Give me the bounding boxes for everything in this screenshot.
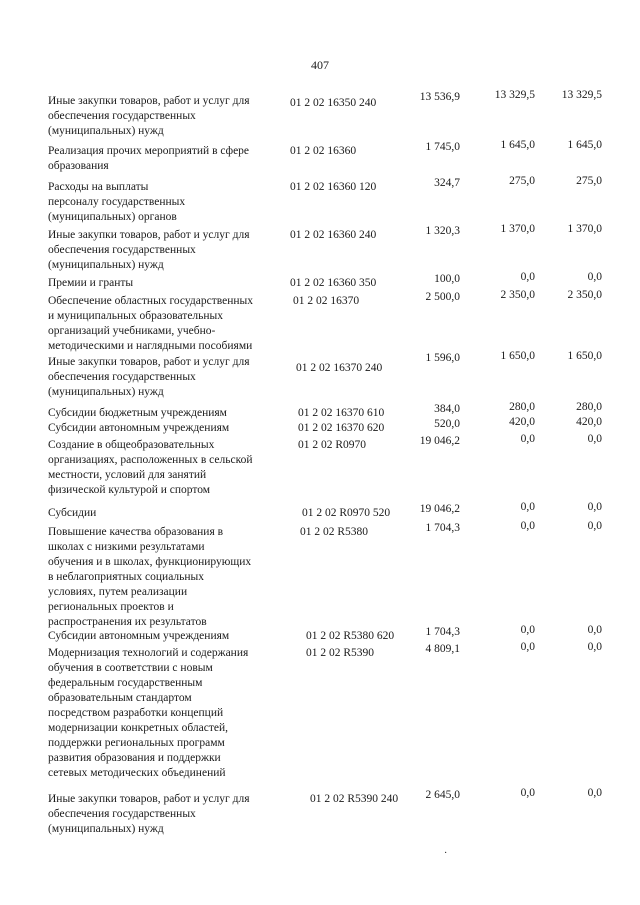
row-value-v1: 324,7 [434, 177, 460, 189]
row-name: Субсидии автономным учреждениям [48, 630, 230, 642]
row-value-v2: 13 329,5 [494, 89, 535, 101]
row-name: Модернизация технологий и содержания обучения в соответствии с новым федеральным государственным образовательным стандартом посредством разработки концепций модернизации конкретных областей, поддержки региональных программ развития образования и поддержки сетевых методических объединений [48, 647, 249, 779]
row-value-v3: 420,0 [576, 416, 602, 428]
row-value-v1: 19 046,2 [419, 435, 460, 447]
row-value-v2: 275,0 [509, 175, 535, 187]
row-name: Реализация прочих мероприятий в сфере образования [48, 145, 250, 172]
row-value-v2: 1 370,0 [500, 223, 535, 235]
row-name: Обеспечение областных государственных и муниципальных образовательных организаций учебниками, учебно- методическими и наглядными пособиями [48, 295, 253, 352]
row-value-v1: 4 809,1 [425, 643, 460, 655]
row-code: 01 2 02 16360 [290, 145, 357, 157]
row-value-v1: 19 046,2 [419, 503, 460, 515]
row-code: 01 2 02 16360 240 [290, 229, 377, 241]
row-code: 01 2 02 R5390 [306, 647, 375, 659]
row-name: Субсидии [48, 507, 97, 519]
row-value-v1: 520,0 [434, 418, 460, 430]
row-name: Создание в общеобразовательных организациях, расположенных в сельской местности, условий для занятий физической культурой и спортом [48, 439, 253, 496]
row-value-v3: 1 645,0 [567, 139, 602, 151]
footer-mark: · [444, 848, 448, 859]
row-value-v2: 0,0 [520, 787, 535, 799]
row-name: Премии и гранты [48, 277, 134, 289]
row-name: Субсидии бюджетным учреждениям [48, 407, 227, 419]
row-value-v2: 1 650,0 [500, 350, 535, 362]
row-code: 01 2 02 R5380 [300, 526, 369, 538]
row-code: 01 2 02 R0970 [298, 439, 367, 451]
row-value-v1: 1 704,3 [425, 522, 460, 534]
row-code: 01 2 02 R5390 240 [310, 793, 399, 805]
row-value-v3: 2 350,0 [567, 289, 602, 301]
row-value-v3: 0,0 [587, 787, 602, 799]
row-code: 01 2 02 16370 620 [298, 422, 385, 434]
row-value-v1: 1 320,3 [425, 225, 460, 237]
row-value-v3: 280,0 [576, 401, 602, 413]
row-value-v3: 1 370,0 [567, 223, 602, 235]
row-value-v1: 1 596,0 [425, 352, 460, 364]
row-name: Субсидии автономным учреждениям [48, 422, 230, 434]
row-code: 01 2 02 R0970 520 [302, 507, 391, 519]
row-value-v3: 0,0 [587, 433, 602, 445]
row-value-v3: 0,0 [587, 501, 602, 513]
row-value-v3: 275,0 [576, 175, 602, 187]
row-value-v3: 0,0 [587, 520, 602, 532]
row-code: 01 2 02 16350 240 [290, 97, 377, 109]
row-value-v1: 384,0 [434, 403, 460, 415]
row-value-v2: 0,0 [520, 624, 535, 636]
row-value-v2: 0,0 [520, 271, 535, 283]
row-value-v3: 1 650,0 [567, 350, 602, 362]
row-code: 01 2 02 R5380 620 [306, 630, 395, 642]
row-value-v2: 0,0 [520, 433, 535, 445]
row-code: 01 2 02 16370 [293, 295, 360, 307]
row-value-v2: 0,0 [520, 520, 535, 532]
row-value-v1: 1 704,3 [425, 626, 460, 638]
row-value-v3: 0,0 [587, 641, 602, 653]
row-value-v1: 13 536,9 [419, 91, 460, 103]
row-value-v1: 2 645,0 [425, 789, 460, 801]
row-value-v2: 1 645,0 [500, 139, 535, 151]
row-code: 01 2 02 16370 240 [296, 362, 383, 374]
row-name: Иные закупки товаров, работ и услуг для обеспечения государственных (муниципальных) нужд [48, 229, 250, 271]
row-code: 01 2 02 16360 120 [290, 181, 377, 193]
row-name: Иные закупки товаров, работ и услуг для обеспечения государственных (муниципальных) нужд [48, 793, 250, 835]
row-code: 01 2 02 16370 610 [298, 407, 385, 419]
row-value-v2: 280,0 [509, 401, 535, 413]
row-value-v1: 1 745,0 [425, 141, 460, 153]
row-value-v1: 100,0 [434, 273, 460, 285]
row-value-v3: 0,0 [587, 624, 602, 636]
row-value-v2: 2 350,0 [500, 289, 535, 301]
row-code: 01 2 02 16360 350 [290, 277, 377, 289]
row-name: Повышение качества образования в школах с низкими результатами обучения и в школах, функционирующих в неблагоприятных социальных условиях, путем реализации региональных проектов и распространения их результатов [48, 526, 252, 628]
page-number: 407 [311, 58, 329, 72]
row-value-v2: 420,0 [509, 416, 535, 428]
row-name: Иные закупки товаров, работ и услуг для обеспечения государственных (муниципальных) нужд [48, 356, 250, 398]
row-name: Расходы на выплаты персоналу государственных (муниципальных) органов [48, 181, 186, 223]
row-name: Иные закупки товаров, работ и услуг для обеспечения государственных (муниципальных) нужд [48, 95, 250, 137]
row-value-v2: 0,0 [520, 501, 535, 513]
row-value-v2: 0,0 [520, 641, 535, 653]
row-value-v3: 0,0 [587, 271, 602, 283]
row-value-v3: 13 329,5 [561, 89, 602, 101]
row-value-v1: 2 500,0 [425, 291, 460, 303]
